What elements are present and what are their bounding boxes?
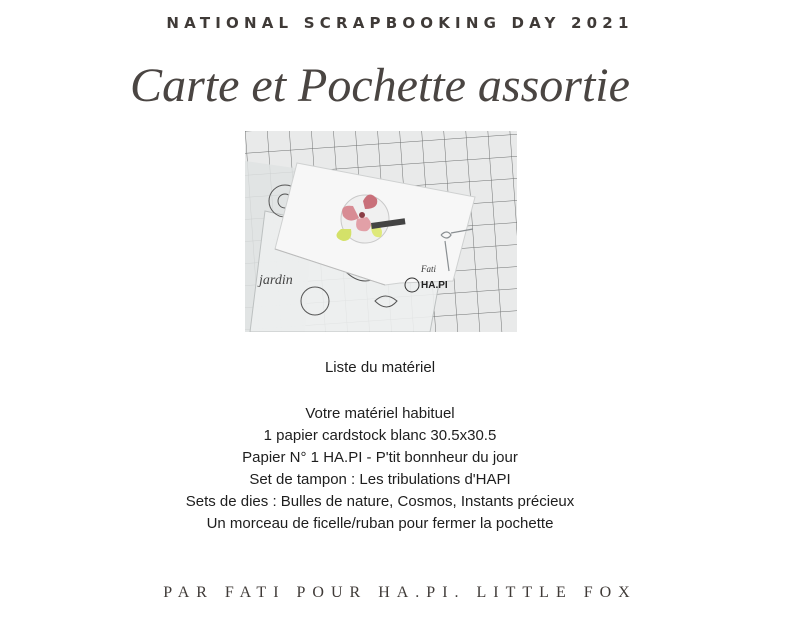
material-item: Un morceau de ficelle/ruban pour fermer la pochette	[206, 515, 554, 532]
page-title: Carte et Pochette assortie	[130, 59, 630, 112]
material-item: Set de tampon : Les tribulations d'HAPI	[249, 471, 511, 488]
materials-heading: Liste du matériel	[324, 359, 436, 376]
stamp-fati-text: Fati	[421, 264, 436, 274]
footer-credit: PAR FATI POUR HA.PI. LITTLE FOX	[163, 584, 637, 601]
material-item: Votre matériel habituel	[305, 405, 455, 422]
material-item: Papier N° 1 HA.PI - P'tit bonnheur du jour	[242, 449, 518, 466]
material-item: 1 papier cardstock blanc 30.5x30.5	[263, 427, 497, 444]
stamp-jardin-text: jardin	[259, 273, 293, 288]
stamp-hapi-text: HA.PI	[421, 280, 448, 291]
materials-list	[0, 403, 760, 535]
material-item: Sets de dies : Bulles de nature, Cosmos, Instants précieux	[185, 493, 575, 510]
card-photo	[245, 131, 517, 332]
event-header: NATIONAL SCRAPBOOKING DAY 2021	[166, 14, 634, 32]
